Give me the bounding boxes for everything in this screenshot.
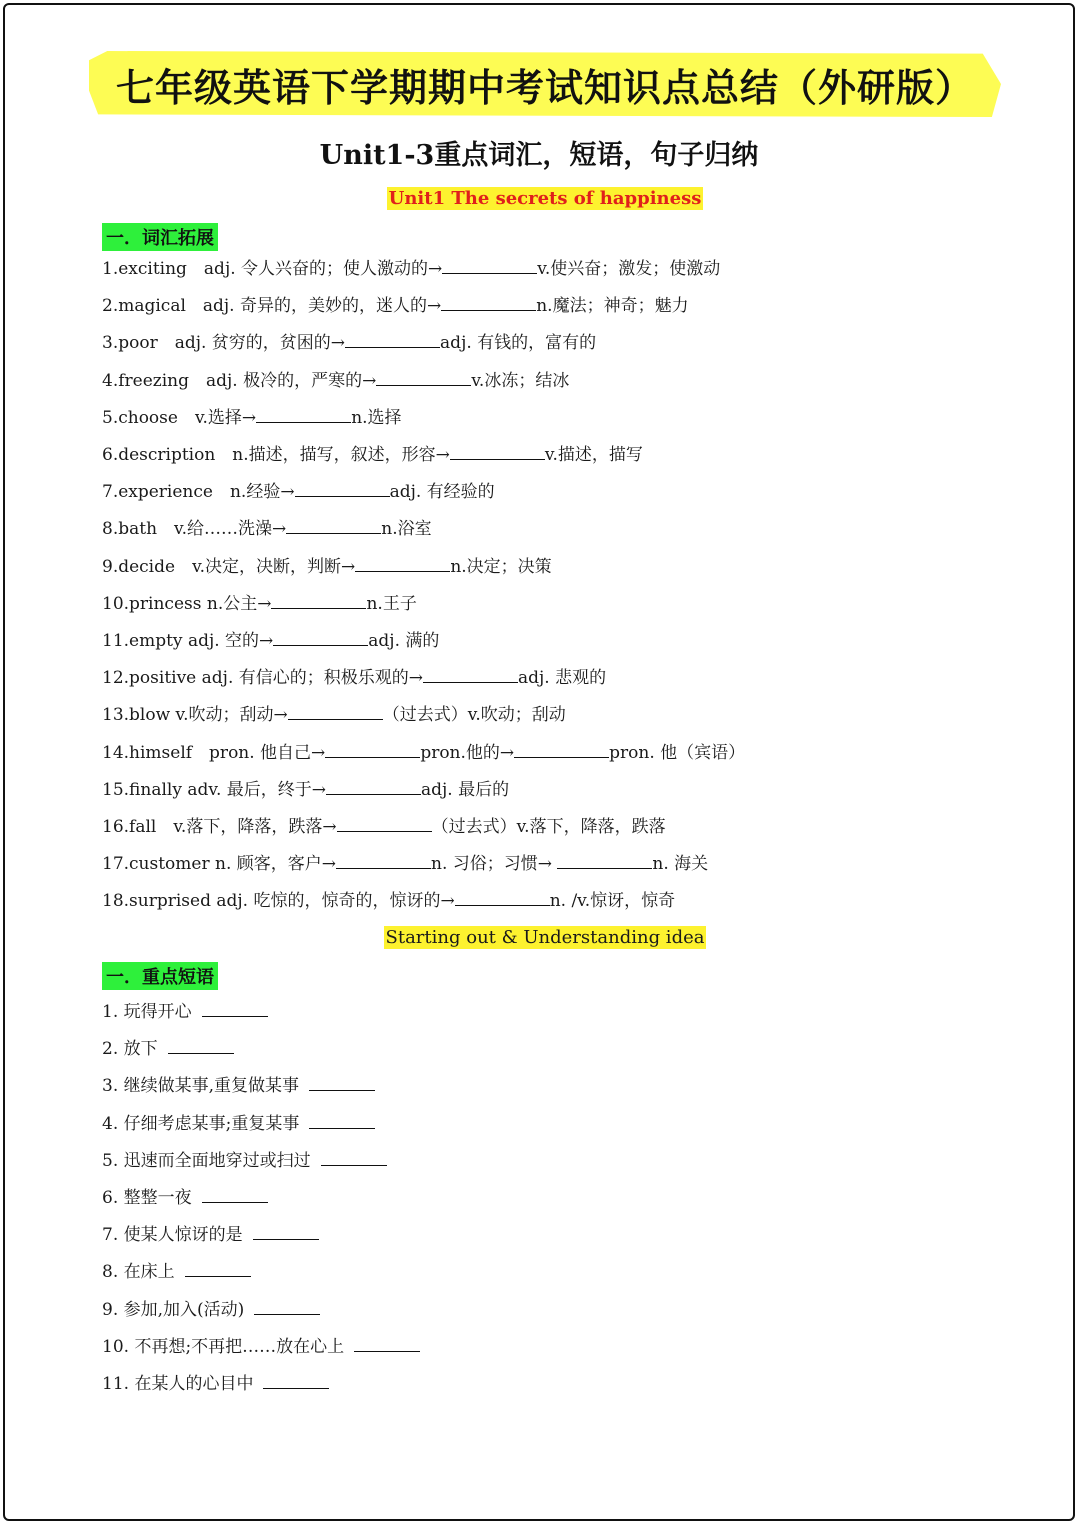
phrase-item-text: 11. 在某人的心目中: [102, 1374, 254, 1394]
vocab-item: [102, 403, 402, 433]
vocab-item-text: 14.himself pron. 他自己→: [102, 742, 326, 763]
answer-blank[interactable]: [288, 701, 383, 720]
phrase-item-text: 10. 不再想;不再把……放在心上: [102, 1336, 345, 1357]
answer-blank[interactable]: [355, 553, 450, 572]
answer-blank[interactable]: [286, 515, 381, 534]
phrase-item: [102, 997, 268, 1027]
phrase-item-text: 3. 继续做某事,重复做某事: [102, 1076, 300, 1097]
vocab-item-text: 9.decide v.决定，决断，判断→: [102, 556, 356, 577]
vocab-item-middle: n. 习俗；习惯→: [431, 854, 558, 875]
phrase-item-text: 8. 在床上: [102, 1262, 175, 1283]
vocab-item: [102, 886, 675, 916]
answer-blank[interactable]: [271, 590, 366, 609]
vocab-item-text: 11.empty adj. 空的→: [102, 631, 274, 651]
vocab-item-text: 7.experience n.经验→: [102, 482, 295, 503]
vocab-item-hint: adj. 有钱的，富有的: [440, 333, 597, 354]
answer-blank[interactable]: [345, 329, 440, 348]
phrase-item: [102, 1257, 251, 1287]
vocab-item-hint: pron. 他（宾语）: [609, 742, 746, 763]
vocab-item-hint: n. /v.惊讶，惊奇: [549, 891, 676, 912]
phrase-item: [102, 1220, 319, 1250]
phrase-item: [102, 1109, 375, 1139]
vocab-item-text: 10.princess n.公主→: [102, 593, 272, 614]
answer-blank[interactable]: [321, 1147, 387, 1166]
answer-blank[interactable]: [450, 441, 545, 460]
vocab-item: [102, 477, 495, 507]
phrase-item: [102, 1034, 234, 1064]
vocab-item-text: 2.magical adj. 奇异的，美妙的，迷人的→: [102, 296, 442, 317]
phrase-item-text: 4. 仔细考虑某事;重复某事: [102, 1113, 300, 1134]
vocab-item-hint: n.魔法；神奇；魅力: [536, 296, 689, 317]
answer-blank[interactable]: [168, 1035, 234, 1054]
phrase-item-text: 5. 迅速而全面地穿过或扫过: [102, 1150, 311, 1171]
vocab-item: [102, 663, 606, 693]
vocab-item-text: 3.poor adj. 贫穷的，贫困的→: [102, 333, 346, 354]
vocab-item: [102, 291, 689, 321]
answer-blank[interactable]: [185, 1258, 251, 1277]
vocab-item-text: 17.customer n. 顾客，客户→: [102, 854, 337, 875]
vocab-item-text: 6.description n.描述，描写，叙述，形容→: [102, 445, 450, 465]
vocab-item-text: 5.choose v.选择→: [102, 407, 257, 428]
phrase-item: [102, 1369, 329, 1399]
answer-blank[interactable]: [263, 1370, 329, 1389]
vocab-item: [102, 514, 432, 544]
main-title: 七年级英语下学期期中考试知识点总结（外研版）: [115, 65, 974, 110]
vocab-item-hint: （过去式）v.吹动；刮动: [382, 705, 566, 726]
answer-blank[interactable]: [309, 1110, 375, 1129]
vocab-item-hint: n.浴室: [381, 519, 432, 540]
vocab-item: [102, 254, 720, 284]
phrase-item-text: 6. 整整一夜: [102, 1188, 192, 1208]
phrase-item: [102, 1295, 320, 1325]
answer-blank[interactable]: [354, 1333, 420, 1352]
vocab-item-text: 13.blow v.吹动；刮动→: [102, 705, 288, 726]
answer-blank[interactable]: [256, 404, 351, 423]
vocab-item-text: 18.surprised adj. 吃惊的，惊奇的，惊讶的→: [102, 891, 455, 912]
phrase-item: [102, 1183, 268, 1213]
answer-blank[interactable]: [441, 292, 536, 311]
vocab-item-hint: n.决定；决策: [450, 556, 552, 577]
answer-blank[interactable]: [309, 1072, 375, 1091]
vocab-item: [102, 440, 643, 470]
unit-title-wrapper: [5, 188, 1080, 209]
vocab-item-text: 16.fall v.落下，降落，跌落→: [102, 817, 337, 837]
answer-blank[interactable]: [455, 887, 550, 906]
answer-blank[interactable]: [273, 627, 368, 646]
vocab-item: [102, 849, 708, 879]
subtitle: Unit1-3重点词汇，短语，句子归纳: [319, 140, 759, 171]
answer-blank[interactable]: [326, 776, 421, 795]
vocab-item-hint: adj. 悲观的: [518, 668, 607, 689]
vocab-item: [102, 812, 666, 842]
vocab-item-hint: v.冰冻；结冰: [471, 370, 570, 391]
phrase-section-label: 一．重点短语: [102, 962, 218, 990]
document-page: [3, 3, 1075, 1521]
vocab-section-label: 一．词汇拓展: [102, 223, 218, 251]
vocab-item: [102, 328, 596, 358]
vocab-item-hint: （过去式）v.落下，降落，跌落: [431, 817, 666, 837]
vocab-item: [102, 589, 417, 619]
phrase-item: [102, 1332, 420, 1362]
answer-blank[interactable]: [442, 255, 537, 274]
vocab-item-text: 15.finally adv. 最后，终于→: [102, 779, 326, 800]
answer-blank[interactable]: [337, 813, 432, 832]
unit-title: Unit1 The secrets of happiness: [388, 188, 702, 209]
vocab-item-hint: v.描述，描写: [544, 445, 643, 465]
starting-out-label: Starting out & Understanding idea: [385, 927, 705, 948]
phrase-item-text: 7. 使某人惊讶的是: [102, 1225, 243, 1246]
vocab-item: [102, 738, 745, 768]
vocab-item-hint: adj. 有经验的: [389, 482, 495, 503]
vocab-item: [102, 552, 552, 582]
vocab-item: [102, 366, 569, 396]
answer-blank[interactable]: [253, 1221, 319, 1240]
vocab-item: [102, 700, 566, 730]
vocab-item-hint: adj. 满的: [368, 631, 440, 651]
vocab-item-middle: pron.他的→: [420, 742, 515, 763]
answer-blank[interactable]: [202, 1184, 268, 1203]
answer-blank[interactable]: [376, 367, 471, 386]
vocab-item-hint: n. 海关: [652, 854, 709, 875]
vocab-item-hint: adj. 最后的: [421, 779, 510, 800]
vocab-item-hint: n.选择: [351, 407, 402, 428]
phrase-item-text: 1. 玩得开心: [102, 1002, 192, 1022]
phrase-item: [102, 1146, 387, 1176]
vocab-item: [102, 775, 509, 805]
answer-blank[interactable]: [514, 739, 609, 758]
phrase-item: [102, 1071, 375, 1101]
starting-out-wrapper: [5, 927, 1080, 948]
answer-blank[interactable]: [254, 1296, 320, 1315]
answer-blank[interactable]: [325, 739, 420, 758]
phrase-item-text: 2. 放下: [102, 1039, 158, 1060]
vocab-item-text: 8.bath v.给……洗澡→: [102, 519, 287, 540]
answer-blank[interactable]: [557, 850, 652, 869]
vocab-item-hint: n.王子: [366, 593, 417, 614]
vocab-item-hint: v.使兴奋；激发；使激动: [537, 259, 721, 279]
vocab-item-text: 1.exciting adj. 令人兴奋的；使人激动的→: [102, 259, 443, 279]
answer-blank[interactable]: [295, 478, 390, 497]
vocab-item-text: 4.freezing adj. 极冷的，严寒的→: [102, 370, 377, 391]
vocab-item: [102, 626, 439, 656]
phrase-item-text: 9. 参加,加入(活动): [102, 1299, 245, 1320]
vocab-item-text: 12.positive adj. 有信心的；积极乐观的→: [102, 668, 423, 689]
answer-blank[interactable]: [202, 998, 268, 1017]
answer-blank[interactable]: [423, 664, 518, 683]
answer-blank[interactable]: [336, 850, 431, 869]
